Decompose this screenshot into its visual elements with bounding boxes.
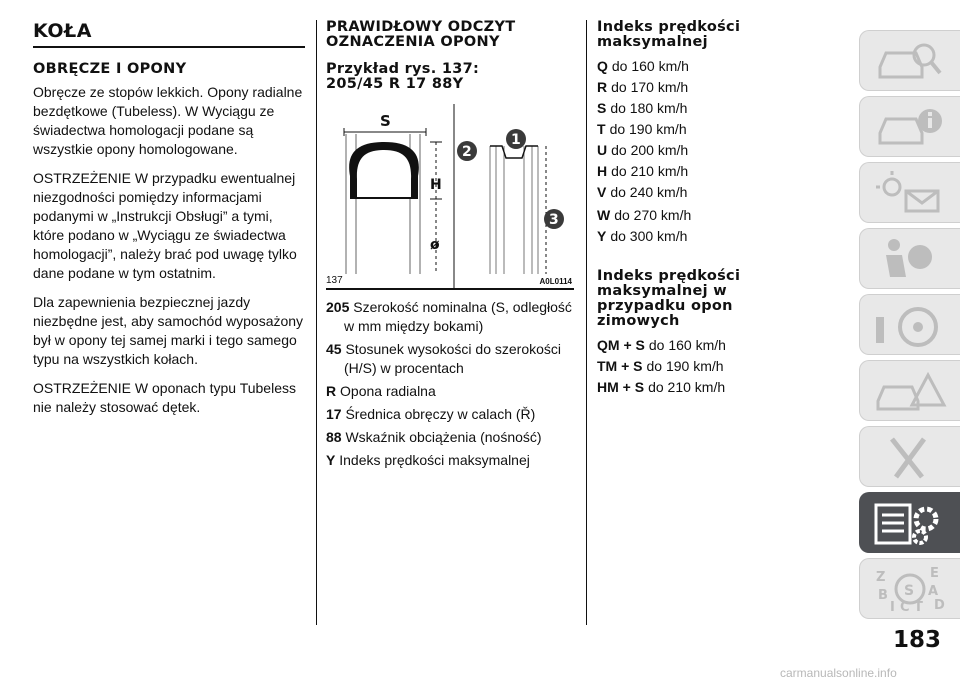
width-label-s: S xyxy=(380,112,391,130)
def-code: Y xyxy=(326,452,336,468)
paragraph: OSTRZEŻENIE W przypadku ewentualnej niezgodności pomiędzy informacjami podanymi w „Instrukcji Obsługi” a tymi, które podano w „Wyciągu ze świadectwa homologacji”, należy brać pod uwagę tylko dane podane w tym ostatnim. xyxy=(33,170,297,281)
speed-code: R xyxy=(597,79,608,95)
warning-lights-icon xyxy=(872,169,948,217)
speed-code: Y xyxy=(597,228,607,244)
speed-text: do 200 km/h xyxy=(611,142,689,158)
tire-figure xyxy=(326,104,574,290)
def-text: Stosunek wysokości do szerokości (H/S) w procentach xyxy=(344,341,562,376)
tab-safety[interactable] xyxy=(859,228,960,289)
speed-text: do 270 km/h xyxy=(614,207,692,223)
speed-code: T xyxy=(597,121,606,137)
height-label-h: H xyxy=(430,177,442,193)
column-2 xyxy=(326,20,574,470)
example-line: Przykład rys. 137: xyxy=(326,61,480,77)
definition-item xyxy=(326,298,574,336)
def-text: Wskaźnik obciążenia (nośność) xyxy=(345,429,542,445)
speed-code: H xyxy=(597,163,608,179)
watermark: carmanualsonline.info xyxy=(780,666,897,680)
def-code: 88 xyxy=(326,429,342,445)
def-text: Szerokość nominalna (S, odległość w mm między bokami) xyxy=(344,299,572,334)
car-search-icon xyxy=(872,37,948,85)
speed-code: U xyxy=(597,142,608,158)
winter-speed-item xyxy=(597,356,837,377)
example-heading xyxy=(326,62,574,92)
def-text: Średnica obręczy w calach (Ř) xyxy=(345,406,536,422)
airbag-seat-icon xyxy=(872,235,948,283)
def-text: Opona radialna xyxy=(340,383,436,399)
speed-item xyxy=(597,140,837,161)
section-title: KOŁA xyxy=(33,20,305,48)
column-1 xyxy=(33,20,305,417)
section-subtitle: OBRĘCZE I OPONY xyxy=(33,61,187,77)
speed-code: TM + S xyxy=(597,358,643,374)
speed-item xyxy=(597,182,837,203)
paragraph: Dla zapewnienia bezpiecznej jazdy niezbędne jest, aby samochód wyposażony był w opony tej samej marki i tego samego typu na wszystkich kołach. xyxy=(33,294,304,367)
definition-list xyxy=(326,298,574,470)
column-divider xyxy=(586,20,587,625)
steering-wheel-icon xyxy=(872,301,948,349)
definition-item xyxy=(326,405,574,424)
definition-item xyxy=(326,382,574,401)
def-code: 45 xyxy=(326,341,342,357)
speed-text: do 240 km/h xyxy=(610,184,688,200)
paragraph: OSTRZEŻENIE W oponach typu Tubeless nie należy stosować dętek. xyxy=(33,380,296,415)
speed-code: QM + S xyxy=(597,337,645,353)
title-line: OZNACZENIA OPONY xyxy=(326,34,500,50)
title-line: Indeks prędkości xyxy=(597,268,741,284)
speed-item xyxy=(597,226,837,247)
speed-text: do 180 km/h xyxy=(610,100,688,116)
tab-emergency[interactable] xyxy=(859,360,960,421)
def-code: R xyxy=(326,383,337,399)
speed-item xyxy=(597,77,837,98)
speed-text: do 300 km/h xyxy=(610,228,688,244)
tire-diagram xyxy=(326,104,574,290)
tab-technical-specifications[interactable] xyxy=(859,492,960,553)
speed-item xyxy=(597,119,837,140)
tab-maintenance[interactable] xyxy=(859,426,960,487)
speed-index-title xyxy=(597,20,837,50)
page-number: 183 xyxy=(893,627,942,653)
specs-gear-icon xyxy=(872,499,948,547)
speed-text: do 170 km/h xyxy=(611,79,689,95)
wrench-tools-icon xyxy=(872,433,948,481)
car-warning-triangle-icon xyxy=(872,367,948,415)
tab-warning-lights[interactable] xyxy=(859,162,960,223)
def-code: 205 xyxy=(326,299,350,315)
tab-getting-to-know[interactable] xyxy=(859,96,960,157)
tab-index[interactable] xyxy=(859,558,960,619)
speed-text: do 160 km/h xyxy=(648,337,726,353)
speed-text: do 210 km/h xyxy=(611,163,689,179)
chapter-tabs xyxy=(859,30,960,624)
winter-speed-index-title xyxy=(597,269,837,329)
title-line: Indeks prędkości xyxy=(597,19,741,35)
index-letter: D xyxy=(934,598,945,613)
title-line: przypadku opon xyxy=(597,298,733,314)
callout-2: 2 xyxy=(462,144,472,160)
speed-text: do 190 km/h xyxy=(609,121,687,137)
definition-item xyxy=(326,451,574,470)
def-text: Indeks prędkości maksymalnej xyxy=(339,452,530,468)
winter-speed-item xyxy=(597,335,837,356)
def-code: 17 xyxy=(326,406,342,422)
title-line: maksymalnej xyxy=(597,34,708,50)
speed-item xyxy=(597,56,837,77)
example-line: 205/45 R 17 88Y xyxy=(326,76,464,92)
speed-code: HM + S xyxy=(597,379,645,395)
callout-3: 3 xyxy=(549,212,559,228)
speed-text: do 190 km/h xyxy=(646,358,724,374)
index-letter: C xyxy=(900,600,910,613)
index-letter: T xyxy=(914,600,923,613)
index-letter: B xyxy=(878,588,888,603)
winter-speed-item xyxy=(597,377,837,398)
index-letter: E xyxy=(930,566,939,581)
column-3 xyxy=(597,20,837,398)
index-letter: Z xyxy=(876,570,886,585)
callout-1: 1 xyxy=(511,132,521,148)
section-title xyxy=(326,20,574,50)
winter-speed-list xyxy=(597,335,837,398)
speed-item xyxy=(597,161,837,182)
title-line: maksymalnej w xyxy=(597,283,727,299)
diameter-label: ø xyxy=(430,237,440,253)
title-line: PRAWIDŁOWY ODCZYT xyxy=(326,19,516,35)
speed-text: do 210 km/h xyxy=(648,379,726,395)
speed-code: Q xyxy=(597,58,608,74)
car-info-icon xyxy=(872,103,948,151)
speed-text: do 160 km/h xyxy=(611,58,689,74)
definition-item xyxy=(326,428,574,447)
figure-code: A0L0114 xyxy=(539,277,572,286)
index-letter: A xyxy=(928,584,939,599)
title-line: zimowych xyxy=(597,313,680,329)
tab-dashboard[interactable] xyxy=(859,30,960,91)
tab-starting-driving[interactable] xyxy=(859,294,960,355)
figure-number: 137 xyxy=(326,275,343,286)
alphabetical-index-icon xyxy=(872,565,948,613)
speed-item xyxy=(597,205,837,226)
speed-code: S xyxy=(597,100,607,116)
column-divider xyxy=(316,20,317,625)
speed-code: W xyxy=(597,207,611,223)
index-letter: S xyxy=(904,583,915,599)
paragraph: Obręcze ze stopów lekkich. Opony radialne bezdętkowe (Tubeless). W Wyciągu ze świadectwa homologacji podane są wszystkie opony homologowane. xyxy=(33,84,303,157)
speed-item xyxy=(597,98,837,119)
definition-item xyxy=(326,340,574,378)
speed-list xyxy=(597,56,837,247)
index-letter: I xyxy=(890,600,895,613)
speed-code: V xyxy=(597,184,607,200)
